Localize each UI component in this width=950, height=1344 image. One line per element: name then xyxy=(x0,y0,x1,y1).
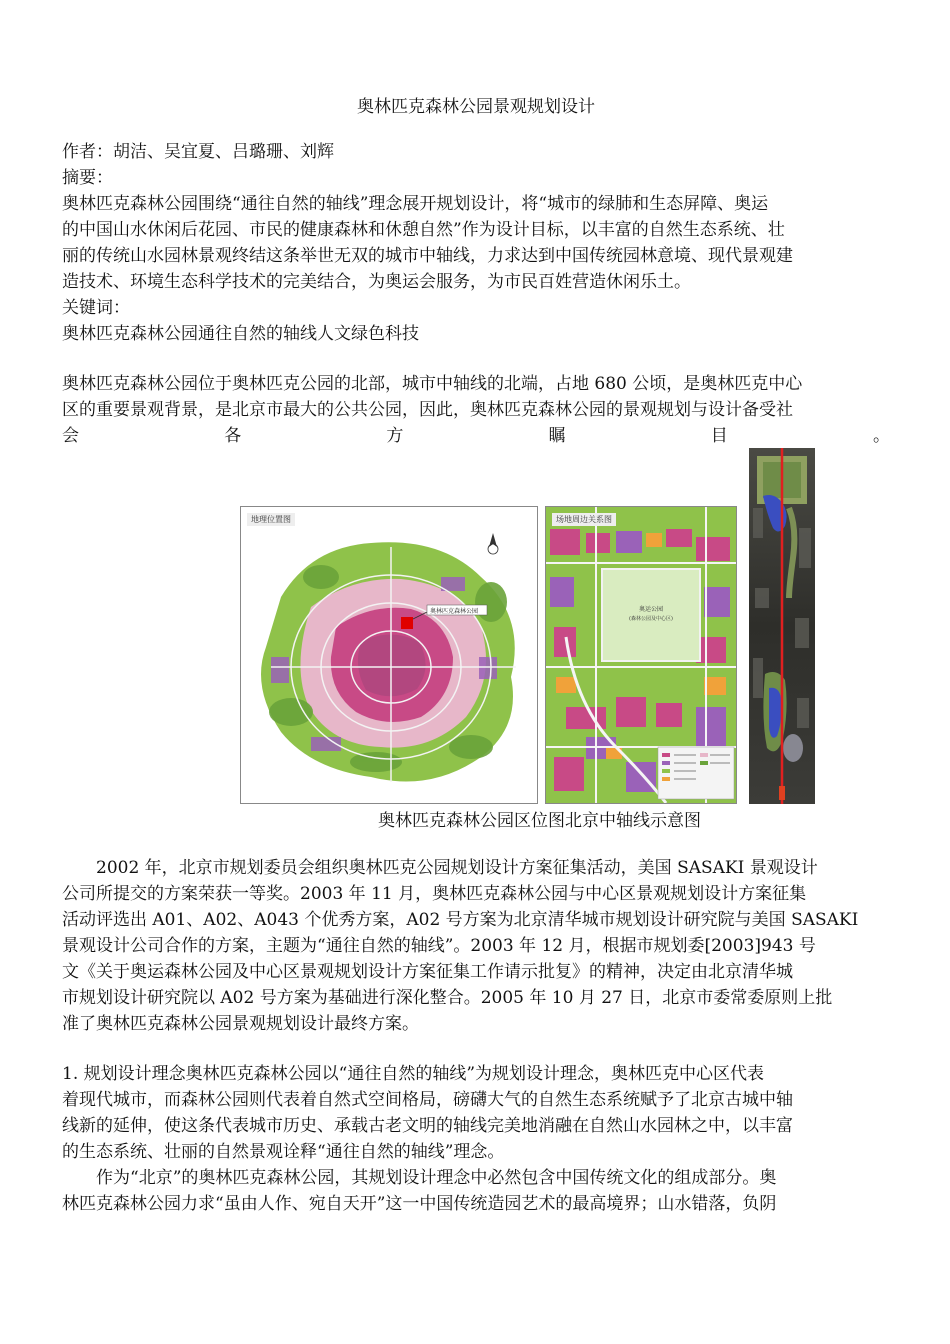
section1-line: 的生态系统、壮丽的自然景观诠释“通往自然的轴线”理念。 xyxy=(62,1142,505,1162)
intro-line: 区的重要景观背景，是北京市最大的公共公园，因此，奥林匹克森林公园的景观规划与设计备受社 xyxy=(62,400,793,420)
intro-spread-line xyxy=(62,424,890,448)
history-line: 活动评选出 A01、A02、A043 个优秀方案，A02 号方案为北京清华城市规划设计研究院与美国 SASAKI xyxy=(62,910,859,930)
intro-line: 奥林匹克森林公园位于奥林匹克公园的北部，城市中轴线的北端，占地 680 公顷，是奥林匹克中心 xyxy=(62,374,803,394)
location-map xyxy=(240,506,538,804)
intro-spread-char: 会 xyxy=(62,426,79,446)
history-line: 公司所提交的方案荣获一等奖。2003 年 11 月，奥林匹克森林公园与中心区景观规划设计方案征集 xyxy=(62,884,807,904)
location-map-graphic xyxy=(241,507,537,803)
abstract-label: 摘要： xyxy=(62,168,113,188)
abstract-line: 造技术、环境生态科学技术的完美结合，为奥运会服务，为市民百姓营造休闲乐土。 xyxy=(62,272,691,292)
abstract-line: 奥林匹克森林公园围绕“通往自然的轴线”理念展开规划设计，将“城市的绿肺和生态屏障、奥运 xyxy=(62,194,769,214)
park-marker-label: 奥林匹克森林公园 xyxy=(430,608,479,615)
site-relation-map xyxy=(545,506,737,804)
abstract-line: 丽的传统山水园林景观终结这条举世无双的城市中轴线，力求达到中国传统园林意境、现代景观建 xyxy=(62,246,793,266)
location-map-label: 地理位置图 xyxy=(247,513,295,526)
keywords-text: 奥林匹克森林公园通往自然的轴线人文绿色科技 xyxy=(62,324,419,344)
intro-spread-char: 各 xyxy=(224,426,242,446)
intro-spread-char: 方 xyxy=(386,426,404,446)
figure-caption: 奥林匹克森林公园区位图北京中轴线示意图 xyxy=(378,811,701,831)
site-relation-map-label: 场地周边关系图 xyxy=(552,513,616,526)
intro-spread-char: 目 xyxy=(710,426,728,446)
document-title: 奥林匹克森林公园景观规划设计 xyxy=(357,97,595,117)
section1-para2-line: 作为“北京”的奥林匹克森林公园，其规划设计理念中必然包含中国传统文化的组成部分。奥 xyxy=(96,1168,777,1188)
section1-para2-line: 林匹克森林公园力求“虽由人作、宛自天开”这一中国传统造园艺术的最高境界；山水错落，负阴 xyxy=(62,1194,777,1214)
site-relation-map-graphic xyxy=(546,507,736,803)
intro-spread-char: 。 xyxy=(872,426,890,446)
park-location-marker xyxy=(401,617,413,629)
central-axis-photo xyxy=(749,448,815,804)
park-box-sublabel: (森林公园及中心区) xyxy=(629,616,673,622)
park-box-label: 奥运公园 xyxy=(638,606,664,613)
section1-line: 着现代城市，而森林公园则代表着自然式空间格局，磅礴大气的自然生态系统赋予了北京古城中轴 xyxy=(62,1090,793,1110)
section1-line: 1. 规划设计理念奥林匹克森林公园以“通往自然的轴线”为规划设计理念，奥林匹克中心区代表 xyxy=(62,1064,765,1084)
history-line: 景观设计公司合作的方案，主题为“通往自然的轴线”。2003 年 12 月，根据市规划委[2003]943 号 xyxy=(62,936,816,956)
history-line: 市规划设计研究院以 A02 号方案为基础进行深化整合。2005 年 10 月 27 日，北京市委常委原则上批 xyxy=(62,988,833,1008)
keywords-label: 关键词： xyxy=(62,298,130,318)
intro-spread-char: 瞩 xyxy=(548,426,566,446)
central-axis-graphic xyxy=(749,448,815,804)
history-line: 2002 年，北京市规划委员会组织奥林匹克公园规划设计方案征集活动，美国 SASAKI 景观设计 xyxy=(96,858,818,878)
section1-line: 线新的延伸，使这条代表城市历史、承载古老文明的轴线完美地消融在自然山水园林之中，以丰富 xyxy=(62,1116,793,1136)
abstract-line: 的中国山水休闲后花园、市民的健康森林和休憩自然”作为设计目标，以丰富的自然生态系统、壮 xyxy=(62,220,785,240)
history-line: 准了奥林匹克森林公园景观规划设计最终方案。 xyxy=(62,1014,419,1034)
north-arrow-icon xyxy=(488,533,498,554)
authors-line: 作者：胡洁、吴宜夏、吕璐珊、刘辉 xyxy=(62,142,334,162)
history-line: 文《关于奥运森林公园及中心区景观规划设计方案征集工作请示批复》的精神，决定由北京清华城 xyxy=(62,962,793,982)
